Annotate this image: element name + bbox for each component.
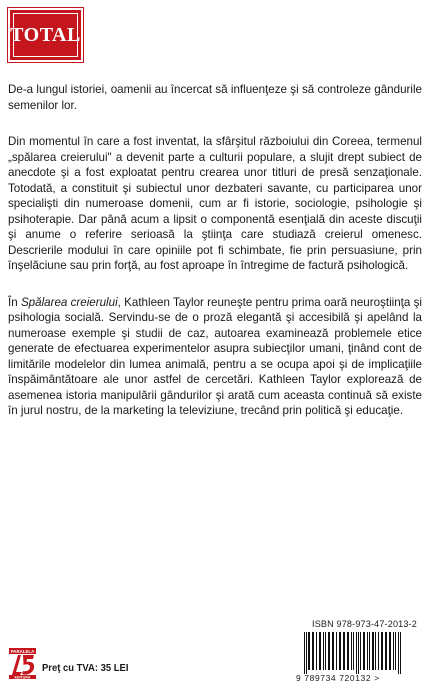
barcode-bar	[367, 632, 368, 670]
barcode-bar	[358, 632, 359, 674]
barcode-bar	[400, 632, 401, 674]
back-cover-blurb	[8, 82, 422, 440]
barcode-bar	[372, 632, 374, 670]
barcode-bar	[363, 632, 365, 670]
series-logo	[8, 8, 83, 62]
series-logo-label: TOTAL	[10, 23, 81, 46]
barcode-bar	[312, 632, 314, 670]
barcode-bar	[398, 632, 399, 674]
barcode-bar	[319, 632, 321, 670]
barcode-bar	[325, 632, 326, 670]
barcode-bar	[353, 632, 354, 670]
barcode-bar	[336, 632, 337, 670]
blurb-paragraph-3-body: , Kathleen Taylor reuneşte pentru prima oară neuroştiinţa şi psihologia socială. Servindu-se de o proză elegantă şi accesibilă şi apelând la numeroase exemple şi studii de caz, autoarea examinează problemele etice generate de efectuarea experimentelor asupra subiecţilor umani, ţinând cont de limitările modelelor din lumea animală, pentru a se ocupa apoi şi de implicaţiile înspăimântătoare ale unor astfel de cercetări. Kathleen Taylor explorează de asemenea istoria manipulării gândurilor şi arată cum aceasta continuă să existe în jurul nostru, de la marketing la televiziune, trecând prin politică şi educaţie.	[8, 295, 422, 417]
barcode-bar	[343, 632, 345, 670]
barcode-bar	[332, 632, 334, 670]
isbn-barcode	[300, 632, 422, 674]
publisher-name-text: PARALELA	[10, 649, 35, 654]
barcode-bar	[308, 632, 310, 670]
barcode-bar	[395, 632, 396, 670]
barcode-digits: 9 789734 720132 >	[296, 673, 380, 683]
book-title-emphasis: Spălarea creierului	[20, 295, 118, 309]
blurb-paragraph-3	[8, 295, 422, 419]
barcode-bar	[328, 632, 330, 670]
blurb-paragraph-1: De-a lungul istoriei, oamenii au încercat să influenţeze şi să controleze gândurile semenilor lor.	[8, 83, 422, 112]
barcode-bar	[378, 632, 379, 670]
barcode-bar	[351, 632, 352, 670]
publisher-logo	[8, 645, 38, 679]
barcode-bar	[356, 632, 357, 674]
barcode-bar	[393, 632, 394, 670]
price-label: Preţ cu TVA: 35 LEI	[42, 662, 129, 674]
barcode-bar	[306, 632, 307, 674]
blurb-paragraph-2: Din momentul în care a fost inventat, la sfârşitul războiului din Coreea, termenul „spălarea creierului" a devenit parte a culturii populare, a slujit drept subiect de anecdote şi a fost exploatat pentru crearea unor titluri de presă senzaţionale. Totodată, a constituit şi subiectul unor dezbateri savante, cu participarea unor specialişti din numeroase domenii, cum ar fi istorie, sociologie, psihologie şi psihoterapie. Dar până acum a lipsit o componentă esenţială din aceste discuţii şi anume o referire serioasă la ştiinţa care studiază creierul omenesc. Descrierile modului în care opiniile pot fi schimbate, fie prin persuasiune, prin înşelăciune sau prin forţă, au fost aproape în întregime de factură psihologică.	[8, 135, 422, 272]
barcode-bar	[304, 632, 305, 674]
series-logo-frame	[10, 13, 81, 57]
barcode-bar	[347, 632, 349, 670]
barcode-bar	[316, 632, 317, 670]
barcode-bar	[323, 632, 324, 670]
barcode-bar	[385, 632, 387, 670]
barcode-bar	[360, 632, 361, 670]
isbn-number: ISBN 978-973-47-2013-2	[312, 619, 417, 629]
barcode-bar	[339, 632, 341, 670]
barcode-bar	[375, 632, 376, 670]
barcode-bar	[381, 632, 383, 670]
barcode-bar	[389, 632, 391, 670]
barcode-bar	[369, 632, 370, 670]
blurb-paragraph-3-prefix: În	[8, 295, 21, 309]
publisher-imprint-text: EDITURA	[14, 675, 31, 679]
